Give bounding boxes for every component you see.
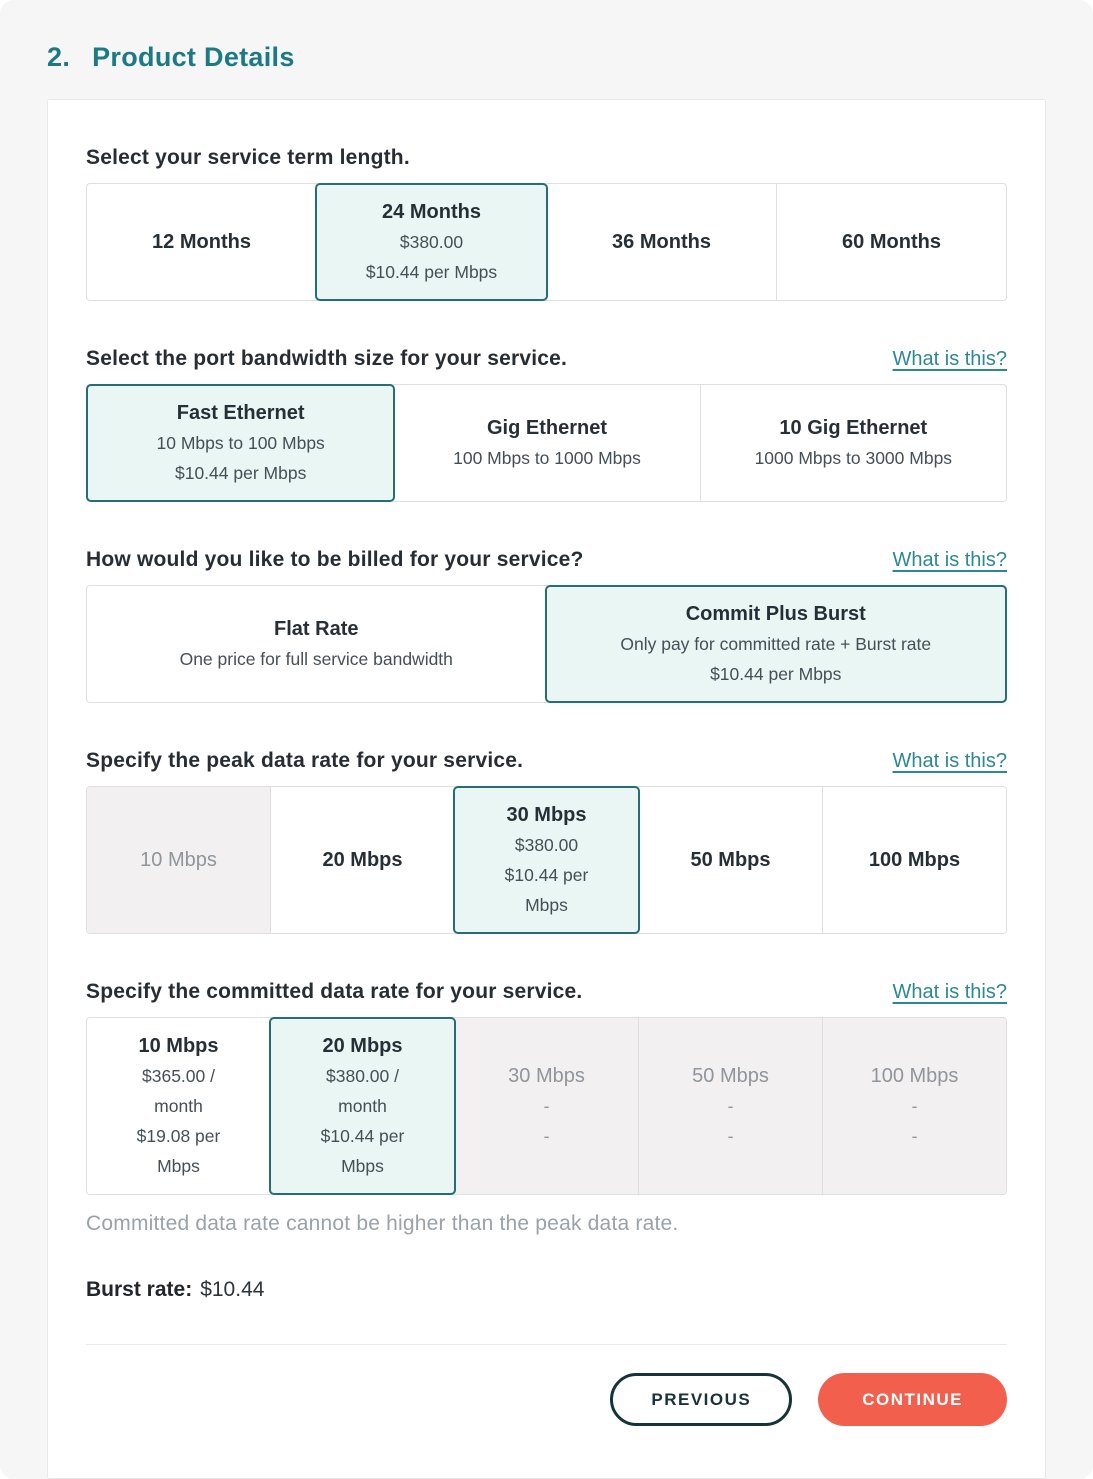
committed-rate-label: Specify the committed data rate for your service. [86,980,583,1003]
committed-option-title: 30 Mbps [508,1065,585,1087]
committed-option-rate: $19.08 per [136,1126,221,1146]
committed-option-dash: - [911,1126,918,1146]
peak-option-title: 20 Mbps [322,849,403,871]
committed-option-price-unit: month [154,1096,203,1116]
step-header [47,42,1046,73]
billing-label: How would you like to be billed for your service? [86,548,584,571]
term-option-rate: $10.44 per Mbps [365,262,498,282]
bandwidth-option-range: 1000 Mbps to 3000 Mbps [754,448,953,468]
continue-button[interactable]: CONTINUE [818,1373,1007,1426]
peak-option-title: 10 Mbps [140,849,217,871]
billing-option-title: Commit Plus Burst [685,603,866,625]
committed-option-30-mbps [455,1018,638,1194]
term-option-12-months[interactable] [87,184,316,300]
billing-option-rate: $10.44 per Mbps [710,664,842,684]
section-peak-rate [86,749,1007,934]
bandwidth-option-fast-ethernet[interactable] [86,384,395,502]
peak-option-50-mbps[interactable] [639,787,822,933]
peak-option-title: 50 Mbps [690,849,771,871]
committed-option-dash: - [543,1096,550,1116]
bandwidth-label: Select the port bandwidth size for your service. [86,347,568,370]
committed-option-dash: - [727,1096,734,1116]
bandwidth-option-10-gig-ethernet[interactable] [700,385,1006,501]
peak-option-10-mbps [87,787,270,933]
peak-rate-label: Specify the peak data rate for your service. [86,749,524,772]
committed-option-title: 20 Mbps [322,1035,403,1057]
term-option-60-months[interactable] [776,184,1006,300]
committed-option-price-unit: month [338,1096,387,1116]
card-footer [86,1344,1007,1448]
committed-option-dash: - [543,1126,550,1146]
section-committed-rate [86,980,1007,1236]
bandwidth-option-range: 100 Mbps to 1000 Mbps [453,448,641,468]
term-length-label: Select your service term length. [86,146,410,169]
burst-rate-value: $10.44 [200,1278,265,1301]
peak-option-title: 100 Mbps [868,849,961,871]
peak-option-title: 30 Mbps [506,804,587,826]
section-billing [86,548,1007,703]
bandwidth-option-title: 10 Gig Ethernet [779,417,928,439]
committed-rate-note: Committed data rate cannot be higher than the peak data rate. [86,1212,679,1235]
committed-option-100-mbps [822,1018,1006,1194]
billing-options [86,585,1007,703]
committed-rate-options [86,1017,1007,1195]
bandwidth-option-range: 10 Mbps to 100 Mbps [156,433,325,453]
committed-option-rate: $10.44 per [320,1126,405,1146]
billing-option-desc: Only pay for committed rate + Burst rate [620,634,932,654]
peak-option-rate: $10.44 per [504,865,589,885]
committed-option-rate-unit: Mbps [157,1156,200,1176]
section-bandwidth [86,347,1007,502]
billing-option-commit-plus-burst[interactable] [545,585,1008,703]
committed-option-50-mbps [638,1018,822,1194]
term-option-title: 12 Months [152,231,251,253]
committed-option-rate-unit: Mbps [341,1156,384,1176]
billing-help-link[interactable]: What is this? [892,549,1007,571]
committed-option-title: 10 Mbps [138,1035,219,1057]
committed-option-price: $365.00 / [142,1066,215,1086]
burst-rate-label: Burst rate: [86,1278,193,1301]
committed-option-10-mbps[interactable] [87,1018,270,1194]
bandwidth-option-gig-ethernet[interactable] [394,385,699,501]
term-option-24-months[interactable] [315,183,548,301]
bandwidth-options [86,384,1007,502]
peak-option-rate-unit: Mbps [525,895,568,915]
term-length-options [86,183,1007,301]
bandwidth-option-rate: $10.44 per Mbps [174,463,307,483]
committed-option-title: 50 Mbps [692,1065,769,1087]
committed-help-link[interactable]: What is this? [892,981,1007,1003]
product-details-card [47,99,1046,1479]
previous-button[interactable]: PREVIOUS [610,1373,792,1426]
committed-option-dash: - [727,1126,734,1146]
peak-rate-options [86,786,1007,934]
committed-option-price: $380.00 / [326,1066,399,1086]
step-number: 2. [47,42,71,72]
billing-option-desc: One price for full service bandwidth [179,649,453,669]
section-term-length [86,146,1007,301]
term-option-36-months[interactable] [547,184,776,300]
peak-option-price: $380.00 [514,835,579,855]
bandwidth-help-link[interactable]: What is this? [892,348,1007,370]
committed-option-dash: - [911,1096,918,1116]
bandwidth-option-title: Fast Ethernet [176,402,305,424]
committed-option-title: 100 Mbps [870,1065,959,1087]
committed-option-20-mbps[interactable] [269,1017,456,1195]
term-option-title: 60 Months [842,231,941,253]
term-option-price: $380.00 [399,232,464,252]
peak-option-100-mbps[interactable] [822,787,1006,933]
burst-rate-line [86,1278,1007,1302]
peak-help-link[interactable]: What is this? [892,750,1007,772]
peak-option-20-mbps[interactable] [270,787,454,933]
billing-option-flat-rate[interactable] [87,586,546,702]
page-title: Product Details [92,42,295,72]
term-option-title: 36 Months [612,231,711,253]
peak-option-30-mbps[interactable] [453,786,640,934]
bandwidth-option-title: Gig Ethernet [486,417,607,439]
billing-option-title: Flat Rate [274,618,359,640]
term-option-title: 24 Months [382,201,481,223]
